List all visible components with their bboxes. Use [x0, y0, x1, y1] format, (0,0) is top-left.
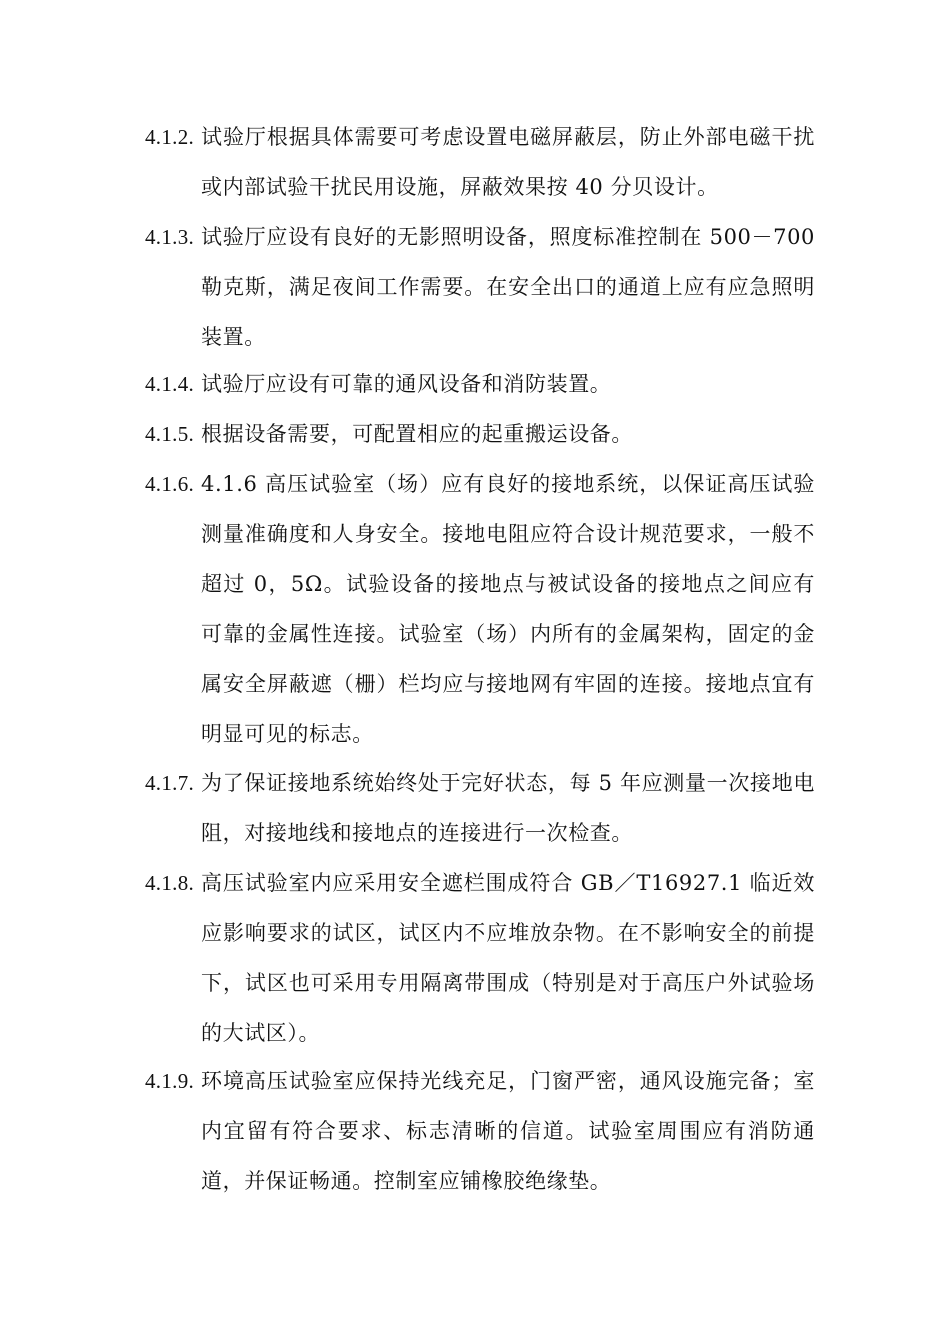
clause-text: 为了保证接地系统始终处于完好状态，每 5 年应测量一次接地电阻，对接地线和接地点的连接进行一次检查。 [201, 771, 815, 845]
clause-text: 试验厅应设有良好的无影照明设备，照度标准控制在 500－700 勒克斯，满足夜间工作需要。在安全出口的通道上应有应急照明装置。 [201, 225, 815, 349]
clause-number: 4.1.9. [145, 1069, 195, 1093]
clause-text: 试验厅应设有可靠的通风设备和消防装置。 [201, 372, 612, 396]
clause-text: 高压试验室内应采用安全遮栏围成符合 GB／T16927.1 临近效应影响要求的试区，试区内不应堆放杂物。在不影响安全的前提下，试区也可采用专用隔离带围成（特别是对于高压户外试验场的大试区）。 [201, 871, 815, 1045]
clause-4-1-7 [145, 758, 815, 858]
clause-number: 4.1.3. [145, 225, 195, 249]
clause-number: 4.1.2. [145, 125, 195, 149]
clause-text: 试验厅根据具体需要可考虑设置电磁屏蔽层，防止外部电磁干扰或内部试验干扰民用设施，屏蔽效果按 40 分贝设计。 [201, 125, 815, 199]
clause-number: 4.1.7. [145, 771, 195, 795]
clause-4-1-4 [145, 359, 815, 409]
clause-number: 4.1.4. [145, 372, 195, 396]
clause-4-1-5 [145, 409, 815, 459]
clause-number: 4.1.6. [145, 472, 195, 496]
clause-4-1-2 [145, 112, 815, 212]
clause-text: 环境高压试验室应保持光线充足，门窗严密，通风设施完备；室内宜留有符合要求、标志清晰的信道。试验室周围应有消防通道，并保证畅通。控制室应铺橡胶绝缘垫。 [201, 1069, 815, 1193]
clause-text: 4.1.6 高压试验室（场）应有良好的接地系统，以保证高压试验测量准确度和人身安全。接地电阻应符合设计规范要求，一般不超过 0，5Ω。试验设备的接地点与被试设备的接地点之间应有可靠的金属性连接。试验室（场）内所有的金属架构，固定的金属安全屏蔽遮（栅）栏均应与接地网有牢固的连接。接地点宜有明显可见的标志。 [201, 472, 815, 746]
clause-4-1-6 [145, 459, 815, 759]
clause-number: 4.1.5. [145, 422, 195, 446]
clause-4-1-3 [145, 212, 815, 362]
clause-4-1-8 [145, 858, 815, 1058]
clause-text: 根据设备需要，可配置相应的起重搬运设备。 [201, 422, 633, 446]
clause-number: 4.1.8. [145, 871, 195, 895]
clause-4-1-9 [145, 1056, 815, 1206]
